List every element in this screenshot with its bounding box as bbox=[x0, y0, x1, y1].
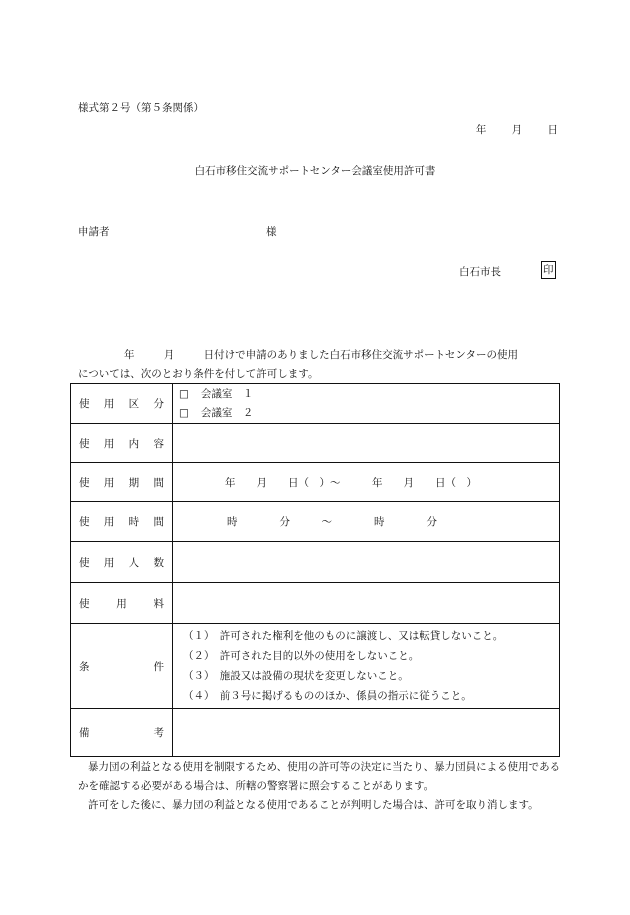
usage-category-options bbox=[173, 384, 560, 424]
applicant-honorific: 様 bbox=[266, 226, 277, 238]
row-usage-period bbox=[71, 463, 560, 502]
row-conditions bbox=[71, 624, 560, 709]
conditions-label: 条 件 bbox=[71, 624, 173, 709]
seal-mark: 印 bbox=[541, 261, 556, 279]
row-attendees bbox=[71, 542, 560, 583]
condition-item: （１） 許可された権利を他のものに譲渡し、又は転貸しないこと。 bbox=[183, 630, 504, 642]
usage-category-label: 使 用 区 分 bbox=[71, 384, 173, 424]
attendees-label: 使 用 人 数 bbox=[71, 542, 173, 583]
form-number: 様式第２号（第５条関係） bbox=[78, 102, 204, 114]
intro-line-1 bbox=[78, 347, 560, 362]
usage-period-label: 使 用 期 間 bbox=[71, 463, 173, 502]
usage-content-field[interactable] bbox=[173, 424, 560, 463]
issuer-name: 白石市長 bbox=[459, 266, 501, 278]
row-remarks bbox=[71, 709, 560, 757]
usage-time-field[interactable]: 時 分 ～ 時 分 bbox=[173, 502, 560, 542]
option-room-1[interactable]: □ 会議室 １ bbox=[173, 385, 559, 404]
option-room-2[interactable]: □ 会議室 ２ bbox=[173, 404, 559, 423]
conditions-list bbox=[173, 624, 560, 709]
usage-period-field[interactable]: 年 月 日（ ）～ 年 月 日（ ） bbox=[173, 463, 560, 502]
notes bbox=[78, 758, 562, 815]
row-usage-category bbox=[71, 384, 560, 424]
issue-date-line: 年 月 日 bbox=[475, 124, 558, 136]
checkbox-room-1[interactable]: □ bbox=[179, 387, 189, 400]
row-usage-content bbox=[71, 424, 560, 463]
remarks-field[interactable] bbox=[173, 709, 560, 757]
remarks-label: 備 考 bbox=[71, 709, 173, 757]
usage-content-label: 使 用 内 容 bbox=[71, 424, 173, 463]
condition-item: （３） 施設又は設備の現状を変更しないこと。 bbox=[183, 670, 409, 682]
condition-item: （２） 許可された目的以外の使用をしないこと。 bbox=[183, 650, 420, 662]
usage-time-label: 使 用 時 間 bbox=[71, 502, 173, 542]
checkbox-room-2[interactable]: □ bbox=[179, 406, 189, 419]
row-usage-time bbox=[71, 502, 560, 542]
row-fee bbox=[71, 583, 560, 624]
note-paragraph: 許可をした後に、暴力団の利益となる使用であることが判明した場合は、許可を取り消します。 bbox=[88, 799, 539, 811]
fee-field[interactable] bbox=[173, 583, 560, 624]
attendees-field[interactable] bbox=[173, 542, 560, 583]
intro-line-2: については、次のとおり条件を付して許可します。 bbox=[78, 368, 319, 380]
intro-text-1: 年 月 日付けで申請のありました白石市移住交流サポートセンターの使用 bbox=[124, 349, 518, 361]
permit-table bbox=[70, 383, 560, 757]
document-title: 白石市移住交流サポートセンター会議室使用許可書 bbox=[194, 165, 436, 177]
fee-label: 使 用 料 bbox=[71, 583, 173, 624]
applicant-label: 申請者 bbox=[78, 226, 110, 238]
condition-item: （４） 前３号に掲げるもののほか、係員の指示に従うこと。 bbox=[183, 690, 472, 702]
note-paragraph: 暴力団の利益となる使用を制限するため、使用の許可等の決定に当たり、暴力団員による使用であるかを確認する必要がある場合は、所轄の警察署に照会することがあります。 bbox=[78, 761, 561, 792]
